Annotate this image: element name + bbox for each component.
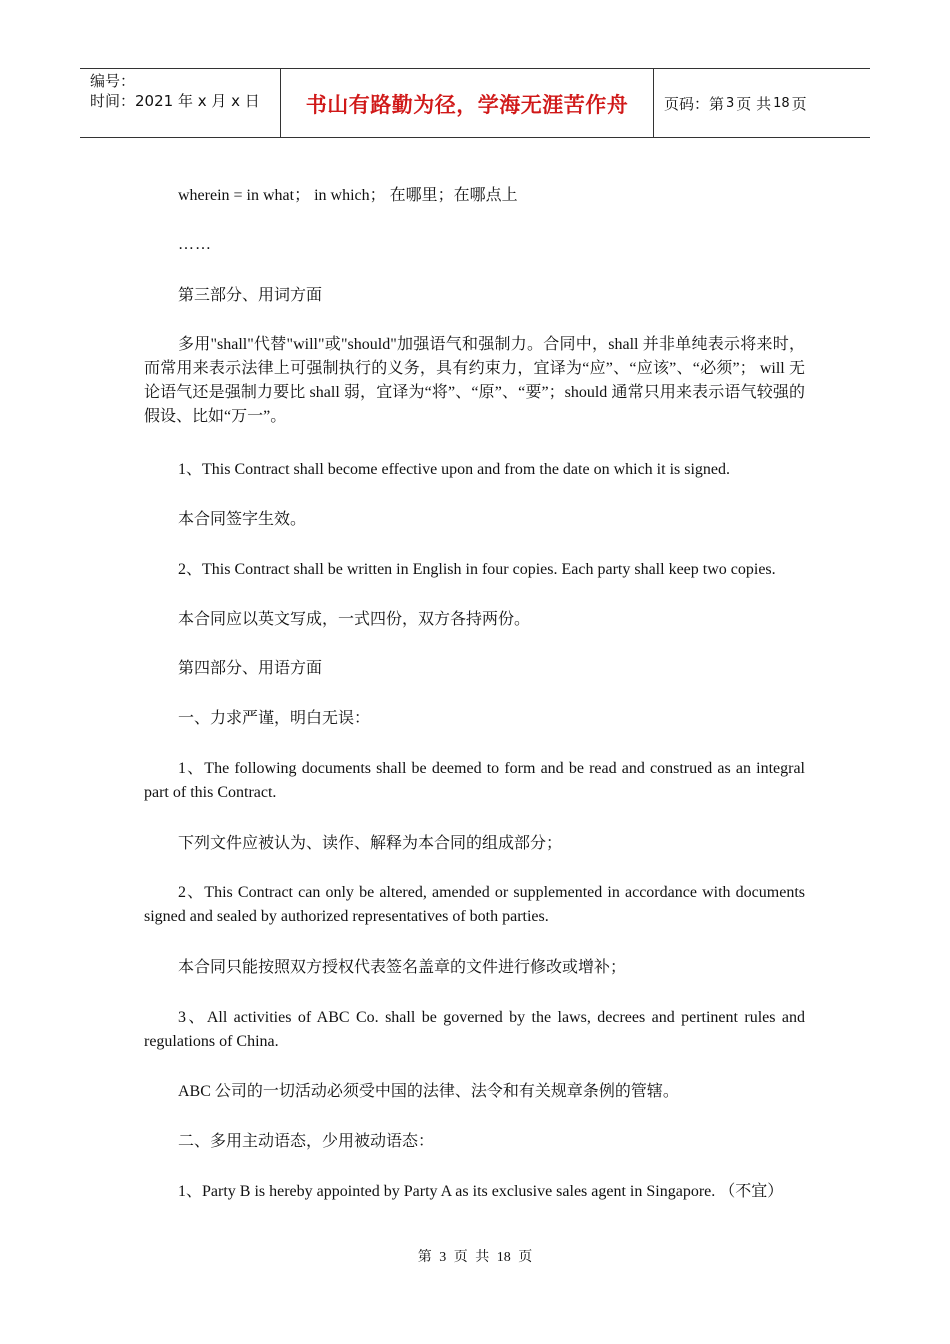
header-motto-cell — [281, 69, 654, 137]
page-current-number: 3 — [726, 95, 735, 111]
example-1-english: 1、This Contract shall become effective upon and from the date on which it is signed. — [178, 461, 731, 478]
page-header — [80, 68, 870, 138]
page-label-suffix: 页 — [791, 94, 807, 113]
header-page-info — [654, 69, 870, 137]
rigor-example-1-english: 1、The following documents shall be deemed to form and be read and construed as an integral part of this Contract. — [144, 760, 805, 801]
rigor-example-2-english: 2、This Contract can only be altered, amended or supplemented in accordance with documents signed and sealed by authorized representatives of both parties. — [144, 884, 806, 925]
document-date-label: 时间：2021 年 x 月 x 日 — [90, 92, 260, 110]
rigor-example-1-chinese: 下列文件应被认为、读作、解释为本合同的组成部分； — [178, 835, 563, 852]
section-heading-wording: 第三部分、用词方面 — [178, 287, 323, 304]
rigor-example-3-english: 3、All activities of ABC Co. shall be governed by the laws, decrees and pertinent rules and regulations of China. — [144, 1009, 805, 1050]
page-label-mid: 页 共 — [736, 94, 772, 113]
document-number-label: 编号： — [90, 72, 136, 90]
page-footer: 第 3 页 共 18 页 — [417, 1250, 533, 1265]
page-total-number: 18 — [773, 95, 790, 111]
paragraph-wherein: wherein = in what； in which； 在哪里；在哪点上 — [178, 187, 518, 204]
example-2-chinese: 本合同应以英文写成，一式四份，双方各持两份。 — [178, 611, 531, 628]
subheading-active-voice: 二、多用主动语态，少用被动语态： — [178, 1133, 435, 1150]
rigor-example-3-chinese: ABC 公司的一切活动必须受中国的法律、法令和有关规章条例的管辖。 — [178, 1083, 679, 1100]
subheading-rigor: 一、力求严谨，明白无误： — [178, 710, 371, 727]
example-2-english: 2、This Contract shall be written in English in four copies. Each party shall keep two copies. — [178, 561, 776, 578]
rigor-example-2-chinese: 本合同只能按照双方授权代表签名盖章的文件进行修改或增补； — [178, 959, 627, 976]
active-voice-example-1: 1、Party B is hereby appointed by Party A as its exclusive sales agent in Singapore. （不宜） — [178, 1183, 784, 1200]
header-meta — [80, 69, 281, 137]
page-label-prefix: 页码：第 — [664, 94, 725, 113]
paragraph-shall-usage: 多用"shall"代替"will"或"should"加强语气和强制力。合同中，shall 并非单纯表示将来时，而常用来表示法律上可强制执行的义务，具有约束力，宜译为“应”、“应该”、“必须”； will 无论语气还是强制力要比 shall 弱，宜译为“将”、“原”、“要”；should 通常只用来表示语气较强的假设、比如“万一”。 — [144, 336, 805, 425]
example-1-chinese: 本合同签字生效。 — [178, 511, 307, 528]
header-motto: 书山有路勤为径，学海无涯苦作舟 — [305, 93, 629, 117]
section-heading-phrasing: 第四部分、用语方面 — [178, 660, 323, 677]
paragraph-ellipsis: …… — [178, 236, 212, 253]
